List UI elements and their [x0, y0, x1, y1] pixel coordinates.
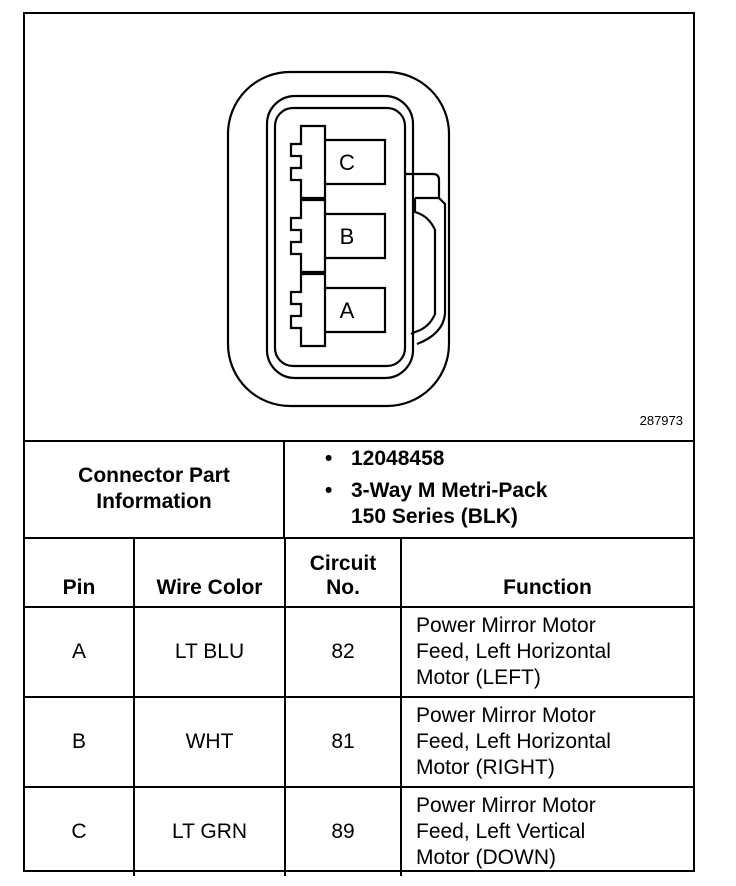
table-row [25, 607, 693, 697]
pin-cavity-c [291, 126, 385, 198]
connector-type-item [285, 478, 547, 530]
function-line: Motor (RIGHT) [416, 756, 555, 779]
circuit-cell: 89 [285, 787, 401, 876]
circuit-cell: 82 [285, 607, 401, 697]
info-label-line: Information [96, 489, 212, 513]
connector-part-info-row [25, 440, 693, 539]
wire-color-header: Wire Color [134, 537, 285, 607]
function-cell [401, 607, 693, 697]
connector-type-line: 150 Series (BLK) [351, 505, 518, 528]
circuit-cell: 81 [285, 697, 401, 787]
function-line: Motor (DOWN) [416, 846, 556, 869]
pin-header: Pin [25, 537, 134, 607]
function-line: Power Mirror Motor [416, 794, 596, 817]
circuit-header [285, 537, 401, 607]
function-line: Power Mirror Motor [416, 614, 596, 637]
pin-cell: A [25, 607, 134, 697]
pin-letter-b: B [339, 224, 355, 249]
function-cell [401, 697, 693, 787]
pin-cell: B [25, 697, 134, 787]
connector-diagram-area [25, 14, 693, 442]
pin-cavities-group [291, 126, 385, 346]
table-row [25, 697, 693, 787]
function-line: Motor (LEFT) [416, 666, 541, 689]
function-line: Feed, Left Horizontal [416, 640, 611, 663]
function-header: Function [401, 537, 693, 607]
pin-cavity-b [291, 200, 385, 272]
table-row [25, 787, 693, 876]
connector-outer-shell [228, 72, 449, 406]
pin-table-header-row [25, 537, 693, 607]
info-label-line: Connector Part [78, 463, 230, 487]
circuit-header-line: No. [326, 576, 360, 599]
function-cell [401, 787, 693, 876]
pin-cell: C [25, 787, 134, 876]
connector-part-info-list [285, 446, 547, 536]
pin-letter-c: C [339, 150, 355, 175]
connector-face-diagram [25, 14, 693, 440]
connector-card [23, 12, 695, 872]
pin-cavity-a [291, 274, 385, 346]
figure-id: 287973 [639, 413, 683, 428]
wire-color-cell: WHT [134, 697, 285, 787]
pin-letter-a: A [339, 298, 355, 323]
connector-part-info-label [25, 440, 285, 537]
function-line: Feed, Left Horizontal [416, 730, 611, 753]
connector-latch [405, 174, 445, 344]
pin-table [25, 537, 693, 876]
connector-type-line: • 3-Way M Metri-Pack [351, 479, 548, 502]
wire-color-cell: LT BLU [134, 607, 285, 697]
function-line: Power Mirror Motor [416, 704, 596, 727]
circuit-header-line: Circuit [309, 552, 377, 575]
part-number-item [285, 446, 547, 472]
wire-color-cell: LT GRN [134, 787, 285, 876]
part-number: • 12048458 [351, 447, 445, 470]
function-line: Feed, Left Vertical [416, 820, 586, 843]
